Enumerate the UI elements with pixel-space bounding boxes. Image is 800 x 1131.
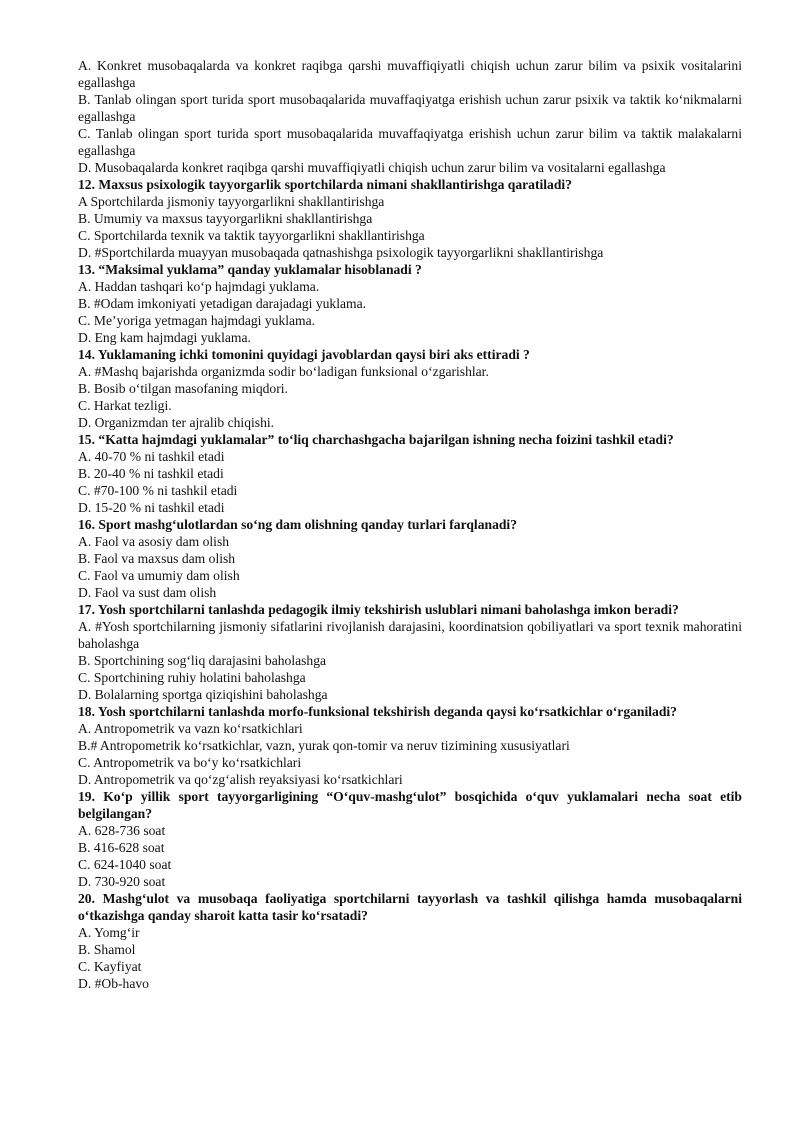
question-block-12 <box>78 176 742 261</box>
question-text: 15. “Katta hajmdagi yuklamalar” to‘liq charchashgacha bajarilgan ishning necha foizini tashkil etadi? <box>78 432 674 447</box>
intro-options <box>78 57 742 176</box>
option-text: D. #Sportchilarda muayyan musobaqada qatnashishga psixologik tayyorgarlikni shakllantirishga <box>78 245 604 260</box>
option-text: A. Yomg‘ir <box>78 925 140 940</box>
option-text: D. Bolalarning sportga qiziqishini baholashga <box>78 687 328 702</box>
question-block-19 <box>78 788 742 890</box>
question-block-20 <box>78 890 742 992</box>
question-block-18 <box>78 703 742 788</box>
option-text: A. Haddan tashqari ko‘p hajmdagi yuklama. <box>78 279 320 294</box>
option-text: C. Sportchilarda texnik va taktik tayyorgarlikni shakllantirishga <box>78 228 425 243</box>
option-text: D. #Ob-havo <box>78 976 149 991</box>
question-text: 20. Mashg‘ulot va musobaqa faoliyatiga sportchilarni tayyorlash va tashkil qilishga hamda musobaqalarni o‘tkazishga qanday sharoit katta tasir ko‘rsatadi? <box>78 891 742 923</box>
question-text: 14. Yuklamaning ichki tomonini quyidagi javoblardan qaysi biri aks ettiradi ? <box>78 347 530 362</box>
option-text: C. Antropometrik va bo‘y ko‘rsatkichlari <box>78 755 302 770</box>
option-text: A. Konkret musobaqalarda va konkret raqibga qarshi muvaffiqiyatli chiqish uchun zarur bilim va psixik vositalarini egallashga <box>78 58 742 90</box>
option-text: D. Organizmdan ter ajralib chiqishi. <box>78 415 275 430</box>
option-text: B. Sportchining sog‘liq darajasini baholashga <box>78 653 327 668</box>
question-block-16 <box>78 516 742 601</box>
option-text: A. 40-70 % ni tashkil etadi <box>78 449 225 464</box>
option-text: B. #Odam imkoniyati yetadigan darajadagi yuklama. <box>78 296 367 311</box>
option-text: C. Faol va umumiy dam olish <box>78 568 240 583</box>
option-text: A. Faol va asosiy dam olish <box>78 534 230 549</box>
question-text: 16. Sport mashg‘ulotlardan so‘ng dam olishning qanday turlari farqlanadi? <box>78 517 517 532</box>
option-text: A. #Yosh sportchilarning jismoniy sifatlarini rivojlanish darajasini, koordinatsion qobiliyatlari va sport texnik mahoratini baholashga <box>78 619 742 651</box>
option-text: B. Faol va maxsus dam olish <box>78 551 236 566</box>
question-text: 12. Maxsus psixologik tayyorgarlik sportchilarda nimani shakllantirishga qaratiladi? <box>78 177 572 192</box>
option-text: A. 628-736 soat <box>78 823 166 838</box>
question-text: 18. Yosh sportchilarni tanlashda morfo-funksional tekshirish deganda qaysi ko‘rsatkichlar o‘rganiladi? <box>78 704 677 719</box>
question-block-14 <box>78 346 742 431</box>
option-text: A. Antropometrik va vazn ko‘rsatkichlari <box>78 721 303 736</box>
question-text: 17. Yosh sportchilarni tanlashda pedagogik ilmiy tekshirish uslublari nimani baholashga imkon beradi? <box>78 602 679 617</box>
option-text: B. Shamol <box>78 942 136 957</box>
question-block-13 <box>78 261 742 346</box>
option-text: A Sportchilarda jismoniy tayyorgarlikni shakllantirishga <box>78 194 385 209</box>
option-text: B. Bosib o‘tilgan masofaning miqdori. <box>78 381 288 396</box>
option-text: B. Tanlab olingan sport turida sport musobaqalarida muvaffaqiyatga erishish uchun zarur psixik va taktik ko‘nikmalarni egallashga <box>78 92 742 124</box>
option-text: C. Sportchining ruhiy holatini baholashga <box>78 670 306 685</box>
question-text: 19. Ko‘p yillik sport tayyorgarligining “O‘quv-mashg‘ulot” bosqichida o‘quv yuklamalari necha soat etib belgilangan? <box>78 789 742 821</box>
question-block-17 <box>78 601 742 703</box>
option-text: D. Faol va sust dam olish <box>78 585 217 600</box>
option-text: C. Me’yoriga yetmagan hajmdagi yuklama. <box>78 313 316 328</box>
option-text: B. 20-40 % ni tashkil etadi <box>78 466 224 481</box>
option-text: D. 15-20 % ni tashkil etadi <box>78 500 225 515</box>
option-text: A. #Mashq bajarishda organizmda sodir bo‘ladigan funksional o‘zgarishlar. <box>78 364 489 379</box>
option-text: C. Kayfiyat <box>78 959 142 974</box>
option-text: B. 416-628 soat <box>78 840 165 855</box>
option-text: C. 624-1040 soat <box>78 857 172 872</box>
question-text: 13. “Maksimal yuklama” qanday yuklamalar hisoblanadi ? <box>78 262 422 277</box>
option-text: C. Tanlab olingan sport turida sport musobaqalarida muvaffaqiyatga erishish uchun zarur bilim va taktik malakalarni egallashga <box>78 126 742 158</box>
question-block-15 <box>78 431 742 516</box>
option-text: D. 730-920 soat <box>78 874 166 889</box>
option-text: B. Umumiy va maxsus tayyorgarlikni shakllantirishga <box>78 211 373 226</box>
option-text: C. Harkat tezligi. <box>78 398 172 413</box>
option-text: D. Eng kam hajmdagi yuklama. <box>78 330 251 345</box>
option-text: D. Musobaqalarda konkret raqibga qarshi muvaffiqiyatli chiqish uchun zarur bilim va vositalarni egallashga <box>78 160 666 175</box>
option-text: D. Antropometrik va qo‘zg‘alish reyaksiyasi ko‘rsatkichlari <box>78 772 403 787</box>
option-text: B.# Antropometrik ko‘rsatkichlar, vazn, yurak qon-tomir va neruv tizimining xususiyatlari <box>78 738 570 753</box>
option-text: C. #70-100 % ni tashkil etadi <box>78 483 238 498</box>
